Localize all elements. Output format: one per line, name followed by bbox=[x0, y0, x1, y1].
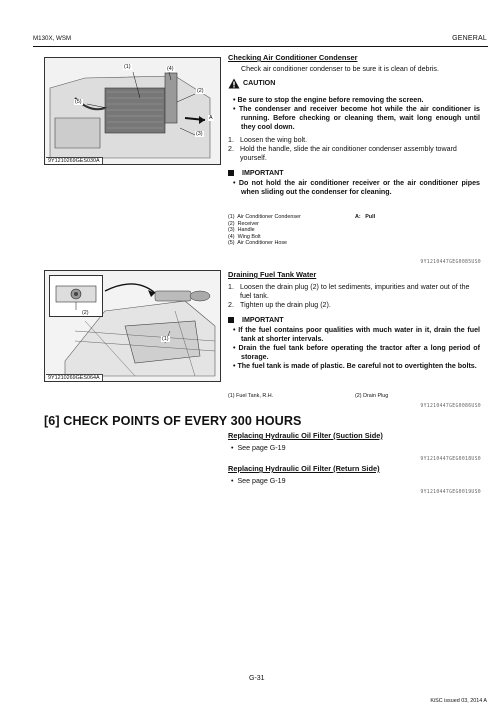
fig1-label-5: (5) bbox=[75, 99, 82, 105]
important-list bbox=[228, 326, 480, 371]
figure-condenser bbox=[44, 57, 221, 165]
return-item: • See page G-19 bbox=[231, 477, 286, 485]
fig2-label-1: (1) bbox=[162, 336, 169, 342]
suction-item: • See page G-19 bbox=[231, 444, 286, 452]
fig1-label-a: A bbox=[209, 115, 213, 121]
fig1-label-4: (4) bbox=[167, 66, 174, 72]
page-number: G-31 bbox=[249, 675, 265, 682]
important-square-icon bbox=[228, 170, 234, 176]
suction-ref-code: 9Y1210447GEG0018US0 bbox=[420, 457, 481, 462]
fig2-label-2: (2) bbox=[82, 310, 89, 316]
important-list bbox=[228, 179, 480, 197]
important-square-icon bbox=[228, 317, 234, 323]
return-title: Replacing Hydraulic Oil Filter (Return Side) bbox=[228, 464, 380, 473]
step-item: 2. Tighten up the drain plug (2). bbox=[228, 301, 331, 309]
fuel-steps bbox=[228, 283, 480, 310]
fuel-legend-1: (1) Fuel Tank, R.H. bbox=[228, 393, 274, 399]
condenser-steps bbox=[228, 136, 480, 163]
return-ref-code: 9Y1210447GEG0019US0 bbox=[420, 490, 481, 495]
fig1-label-1: (1) bbox=[124, 64, 131, 70]
header-manual-id: M130X, WSM bbox=[33, 35, 72, 42]
section-title: [6] CHECK POINTS OF EVERY 300 HOURS bbox=[44, 414, 302, 428]
header-section-name: GENERAL bbox=[452, 35, 487, 42]
legend-a: A: Pull bbox=[355, 214, 376, 220]
header-rule bbox=[33, 46, 488, 47]
legend-item: (5) Air Conditioner Hose bbox=[228, 240, 288, 247]
fuel-legend-2: (2) Drain Plug bbox=[355, 393, 389, 399]
caution-item: • Be sure to stop the engine before removing the screen. bbox=[233, 96, 424, 104]
figure-code: 9Y1210269GES030A bbox=[46, 157, 103, 164]
legend-item: (2) Receiver bbox=[228, 220, 259, 227]
condenser-title: Checking Air Conditioner Condenser bbox=[228, 53, 358, 62]
legend-item: (1) Air Conditioner Condenser bbox=[228, 214, 301, 220]
step-item: 1. Loosen the wing bolt. bbox=[228, 136, 308, 144]
fig1-label-3: (3) bbox=[196, 131, 203, 137]
caution-heading bbox=[228, 78, 275, 89]
important-heading: IMPORTANT bbox=[228, 316, 284, 325]
legend-item: (4) Wing Bolt bbox=[228, 233, 261, 240]
condenser-intro: Check air conditioner condenser to be sure it is clean of debris. bbox=[241, 65, 439, 73]
step-item: 2. Hold the handle, slide the air conditioner condenser assembly toward yourself. bbox=[228, 145, 457, 162]
figure-fuel-tank bbox=[44, 270, 221, 382]
step-item: 1. Loosen the drain plug (2) to let sediments, impurities and water out of the fuel tank. bbox=[228, 283, 470, 300]
important-item: • Do not hold the air conditioner receiver or the air conditioner pipes when sliding out the condenser for cleaning. bbox=[233, 179, 480, 196]
condenser-illustration bbox=[45, 58, 220, 164]
fig1-label-2: (2) bbox=[197, 88, 204, 94]
legend-item: (3) Handle bbox=[228, 227, 255, 234]
caution-label: CAUTION bbox=[243, 79, 276, 87]
figure-code: 9Y1210269GES064A bbox=[46, 374, 103, 381]
issue-note: KiSC issued 03, 2014 A bbox=[430, 698, 487, 704]
condenser-ref-code: 9Y1210447GEG0085US0 bbox=[420, 260, 481, 265]
important-heading: IMPORTANT bbox=[228, 169, 284, 178]
important-item: • Drain the fuel tank before operating the tractor after a long period of storage. bbox=[233, 344, 480, 361]
drain-plug-icon bbox=[50, 276, 102, 316]
caution-list bbox=[228, 96, 480, 132]
caution-warning-icon bbox=[228, 78, 240, 89]
drain-plug-inset bbox=[49, 275, 103, 317]
suction-title: Replacing Hydraulic Oil Filter (Suction Side) bbox=[228, 431, 383, 440]
fuel-ref-code: 9Y1210447GEG0086US0 bbox=[420, 404, 481, 409]
fuel-title: Draining Fuel Tank Water bbox=[228, 270, 317, 279]
caution-item: • The condenser and receiver become hot while the air conditioner is running. Before checking or cleaning them, wait long enough until they cool down. bbox=[233, 105, 480, 131]
important-item: • If the fuel contains poor qualities with much water in it, drain the fuel tank at shorter intervals. bbox=[233, 326, 480, 343]
important-item: • The fuel tank is made of plastic. Be careful not to overtighten the bolts. bbox=[233, 362, 477, 370]
